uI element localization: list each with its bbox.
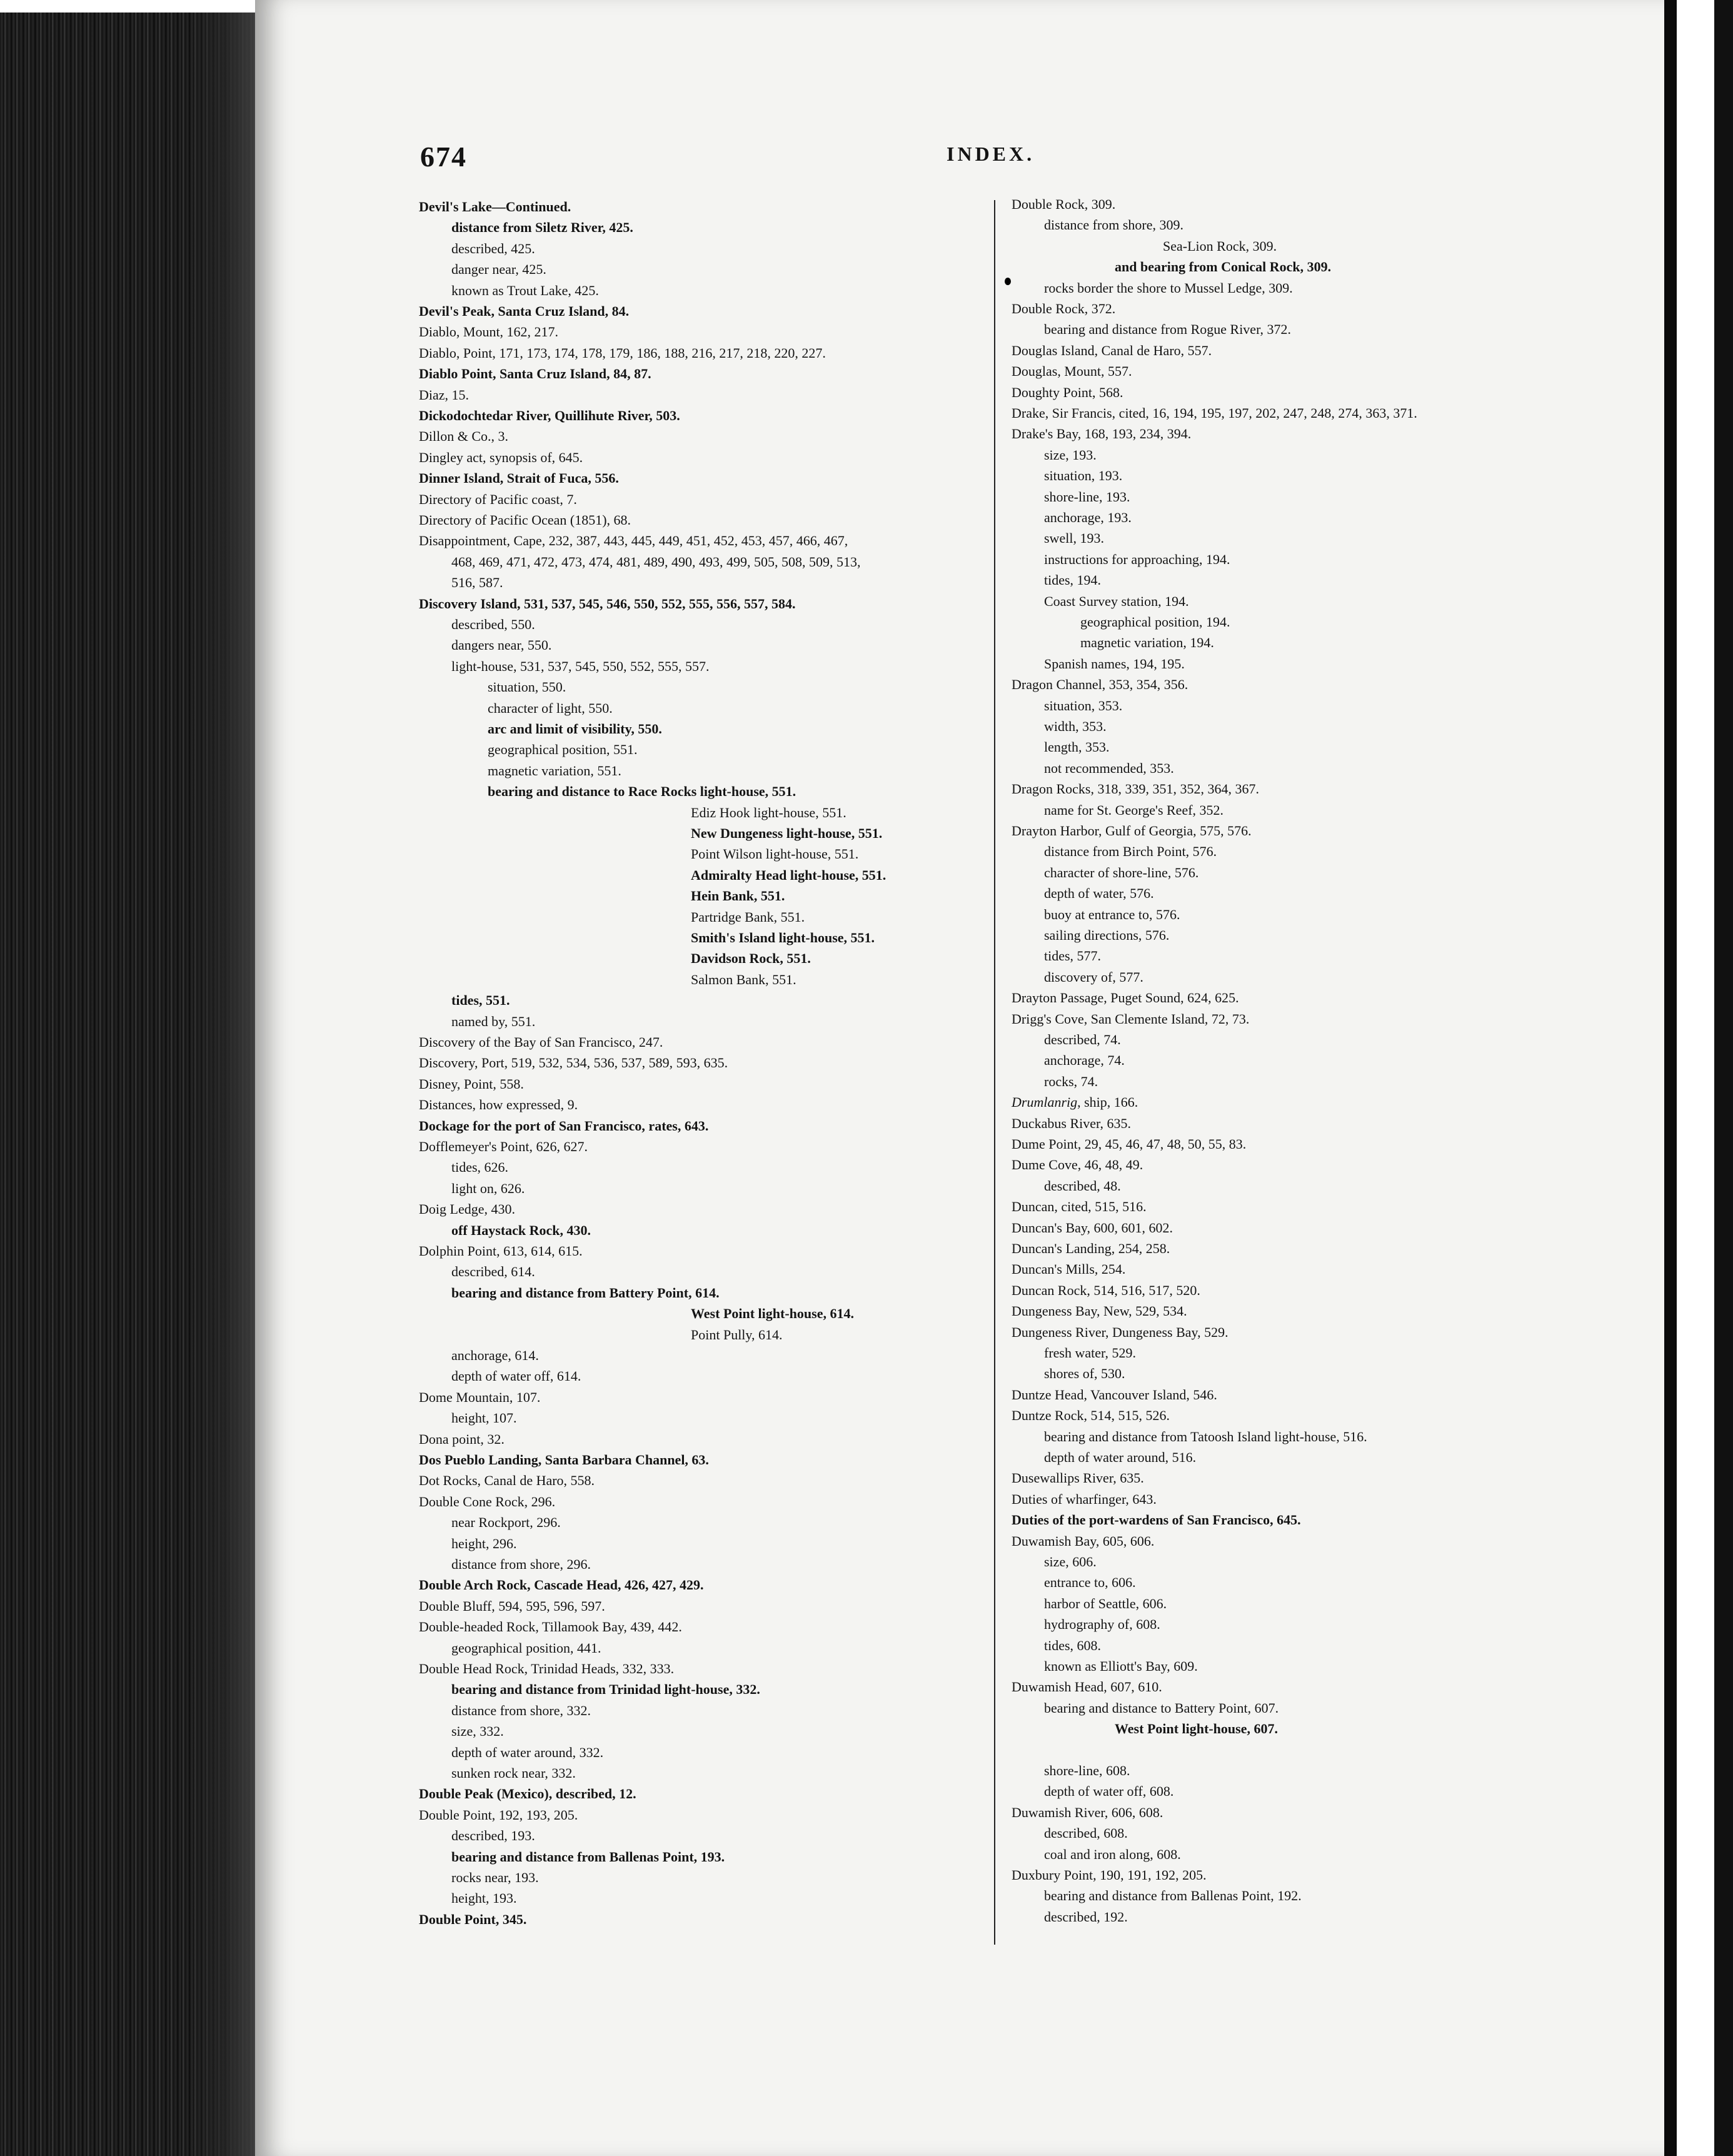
index-entry: Disappointment, Cape, 232, 387, 443, 445, 449, 451, 452, 453, 457, 466, 467, — [419, 533, 848, 549]
index-entry: Dume Point, 29, 45, 46, 47, 48, 50, 55, 83. — [1012, 1136, 1247, 1152]
index-entry: height, 107. — [451, 1410, 517, 1426]
index-entry: rocks near, 193. — [451, 1870, 539, 1885]
index-entry: Duwamish Head, 607, 610. — [1012, 1679, 1162, 1695]
index-entry: Duncan's Bay, 600, 601, 602. — [1012, 1219, 1173, 1236]
index-entry: sunken rock near, 332. — [451, 1765, 576, 1781]
index-entry: tides, 608. — [1044, 1637, 1102, 1653]
index-entry: Point Pully, 614. — [691, 1326, 783, 1342]
column-divider — [994, 200, 995, 1945]
index-entry: Dusewallips River, 635. — [1012, 1470, 1144, 1486]
index-entry: shores of, 530. — [1044, 1366, 1125, 1382]
index-entry: Double Arch Rock, Cascade Head, 426, 427, 429. — [419, 1577, 704, 1593]
index-entry: Douglas Island, Canal de Haro, 557. — [1012, 342, 1212, 358]
index-entry: Double-headed Rock, Tillamook Bay, 439, 442. — [419, 1619, 682, 1635]
index-entry: Duxbury Point, 190, 191, 192, 205. — [1012, 1867, 1207, 1883]
index-entry: size, 606. — [1044, 1554, 1097, 1569]
index-entry: tides, 626. — [451, 1159, 509, 1176]
index-entry: Diablo Point, Santa Cruz Island, 84, 87. — [419, 366, 651, 382]
index-entry: coal and iron along, 608. — [1044, 1846, 1181, 1862]
index-entry: arc and limit of visibility, 550. — [488, 721, 662, 737]
index-entry: danger near, 425. — [451, 261, 546, 278]
index-entry: size, 193. — [1044, 446, 1097, 463]
index-entry: Double Peak (Mexico), described, 12. — [419, 1786, 636, 1802]
index-entry: bearing and distance from Ballenas Point, 193. — [451, 1848, 725, 1865]
index-entry: Drayton Passage, Puget Sound, 624, 625. — [1012, 990, 1239, 1006]
index-entry: Hein Bank, 551. — [691, 888, 785, 904]
index-entry: Partridge Bank, 551. — [691, 909, 805, 925]
index-entry: Duties of the port-wardens of San Francisco, 645. — [1012, 1512, 1301, 1528]
index-entry: described, 425. — [451, 240, 535, 256]
index-entry: bearing and distance from Ballenas Point, 192. — [1044, 1888, 1302, 1904]
index-entry: name for St. George's Reef, 352. — [1044, 802, 1224, 818]
index-entry: and bearing from Conical Rock, 309. — [1115, 259, 1332, 275]
index-entry: magnetic variation, 194. — [1080, 635, 1214, 651]
index-entry: Diaz, 15. — [419, 386, 470, 403]
index-entry: West Point light-house, 614. — [691, 1306, 854, 1322]
index-entry: distance from Birch Point, 576. — [1044, 844, 1217, 860]
index-entry: anchorage, 614. — [451, 1348, 539, 1363]
index-entry: Douglas, Mount, 557. — [1012, 363, 1132, 380]
index-entry: entrance to, 606. — [1044, 1574, 1136, 1591]
index-entry: New Dungeness light-house, 551. — [691, 825, 883, 841]
index-entry: Double Rock, 372. — [1012, 301, 1116, 316]
index-entry: Ediz Hook light-house, 551. — [691, 804, 846, 820]
index-entry: Discovery, Port, 519, 532, 534, 536, 537, 589, 593, 635. — [419, 1055, 728, 1071]
index-entry: Drumlanrig, ship, 166. — [1012, 1094, 1138, 1111]
index-entry: bearing and distance from Trinidad light-house, 332. — [451, 1681, 760, 1698]
index-entry: Double Bluff, 594, 595, 596, 597. — [419, 1598, 605, 1614]
index-entry: Devil's Lake—Continued. — [419, 199, 571, 214]
index-entry: instructions for approaching, 194. — [1044, 551, 1230, 567]
index-entry: 516, 587. — [451, 575, 503, 591]
index-entry: bearing and distance from Rogue River, 372. — [1044, 321, 1292, 338]
index-entry: Duncan Rock, 514, 516, 517, 520. — [1012, 1282, 1200, 1298]
index-entry: hydrography of, 608. — [1044, 1616, 1160, 1633]
index-entry: light on, 626. — [451, 1180, 525, 1196]
index-entry: distance from Siletz River, 425. — [451, 219, 633, 236]
index-entry: distance from shore, 296. — [451, 1556, 591, 1572]
index-entry: rocks, 74. — [1044, 1073, 1098, 1089]
index-entry: depth of water around, 516. — [1044, 1449, 1197, 1465]
index-entry: Dungeness Bay, New, 529, 534. — [1012, 1303, 1187, 1319]
index-entry: swell, 193. — [1044, 530, 1104, 547]
index-entry: geographical position, 551. — [488, 742, 638, 758]
index-entry: described, 193. — [451, 1828, 535, 1844]
index-entry: Dona point, 32. — [419, 1431, 505, 1447]
index-entry: Dolphin Point, 613, 614, 615. — [419, 1243, 583, 1259]
index-entry: Double Point, 345. — [419, 1911, 527, 1927]
index-entry: Dot Rocks, Canal de Haro, 558. — [419, 1473, 595, 1489]
index-entry: Double Rock, 309. — [1012, 196, 1116, 212]
index-entry: geographical position, 441. — [451, 1640, 601, 1656]
index-entry: situation, 353. — [1044, 697, 1123, 713]
scan-margin-top — [0, 0, 269, 13]
index-entry: Double Head Rock, Trinidad Heads, 332, 333. — [419, 1661, 675, 1676]
index-entry: Drake, Sir Francis, cited, 16, 194, 195, 197, 202, 247, 248, 274, 363, 371. — [1012, 405, 1417, 421]
index-entry: situation, 550. — [488, 679, 566, 695]
index-entry: described, 192. — [1044, 1908, 1128, 1925]
index-entry: shore-line, 608. — [1044, 1763, 1130, 1778]
index-entry: situation, 193. — [1044, 468, 1123, 484]
index-entry: Directory of Pacific Ocean (1851), 68. — [419, 512, 631, 528]
index-entry: fresh water, 529. — [1044, 1345, 1136, 1361]
index-entry: described, 550. — [451, 617, 535, 632]
page-number: 674 — [420, 141, 467, 173]
index-entry: depth of water off, 608. — [1044, 1783, 1174, 1800]
index-entry: 468, 469, 471, 472, 473, 474, 481, 489, 490, 493, 499, 505, 508, 509, 513, — [451, 553, 861, 570]
index-entry: Dome Mountain, 107. — [419, 1389, 541, 1405]
index-entry: Duncan, cited, 515, 516. — [1012, 1199, 1147, 1215]
index-entry: character of shore-line, 576. — [1044, 864, 1199, 880]
index-entry: Dillon & Co., 3. — [419, 428, 509, 445]
index-entry: harbor of Seattle, 606. — [1044, 1595, 1167, 1611]
index-entry: Discovery of the Bay of San Francisco, 247. — [419, 1034, 663, 1050]
index-entry: Dinner Island, Strait of Fuca, 556. — [419, 470, 619, 486]
index-entry: Dingley act, synopsis of, 645. — [419, 449, 583, 465]
index-entry: depth of water off, 614. — [451, 1368, 581, 1384]
index-entry: bearing and distance to Battery Point, 607. — [1044, 1700, 1279, 1716]
index-entry: width, 353. — [1044, 718, 1107, 734]
index-entry: Duckabus River, 635. — [1012, 1115, 1131, 1131]
index-entry: Dofflemeyer's Point, 626, 627. — [419, 1139, 588, 1154]
index-entry: Double Cone Rock, 296. — [419, 1493, 556, 1509]
index-entry: distance from shore, 309. — [1044, 217, 1183, 233]
index-entry: off Haystack Rock, 430. — [451, 1222, 591, 1238]
index-entry: sailing directions, 576. — [1044, 927, 1170, 943]
index-entry: Duncan's Landing, 254, 258. — [1012, 1241, 1170, 1256]
index-entry: Distances, how expressed, 9. — [419, 1097, 578, 1113]
index-entry: geographical position, 194. — [1080, 614, 1230, 630]
index-entry: depth of water, 576. — [1044, 885, 1154, 902]
index-entry: Doughty Point, 568. — [1012, 384, 1123, 400]
index-entry: dangers near, 550. — [451, 637, 552, 653]
index-entry: Devil's Peak, Santa Cruz Island, 84. — [419, 303, 630, 319]
index-entry: Dickodochtedar River, Quillihute River, 503. — [419, 408, 680, 423]
index-entry: height, 296. — [451, 1535, 517, 1551]
index-entry: Dungeness River, Dungeness Bay, 529. — [1012, 1324, 1228, 1340]
index-entry: Spanish names, 194, 195. — [1044, 655, 1185, 672]
index-entry: tides, 577. — [1044, 948, 1102, 964]
right-binding-edge — [1714, 0, 1733, 2156]
index-entry: Discovery Island, 531, 537, 545, 546, 550, 552, 555, 556, 557, 584. — [419, 595, 796, 612]
index-entry: bearing and distance from Battery Point, 614. — [451, 1284, 720, 1301]
index-entry: Coast Survey station, 194. — [1044, 593, 1189, 609]
index-entry: depth of water around, 332. — [451, 1744, 604, 1760]
ink-dot — [1005, 278, 1011, 285]
index-entry: Directory of Pacific coast, 7. — [419, 491, 577, 507]
index-entry: Drigg's Cove, San Clemente Island, 72, 73. — [1012, 1010, 1250, 1027]
index-entry: Duntze Rock, 514, 515, 526. — [1012, 1408, 1170, 1424]
index-entry: character of light, 550. — [488, 700, 613, 716]
index-entry: Davidson Rock, 551. — [691, 950, 811, 967]
index-entry: Salmon Bank, 551. — [691, 971, 796, 987]
index-entry: Dragon Rocks, 318, 339, 351, 352, 364, 367. — [1012, 781, 1259, 797]
index-entry: Sea-Lion Rock, 309. — [1163, 238, 1277, 254]
index-entry: Duwamish River, 606, 608. — [1012, 1804, 1163, 1820]
index-entry: Point Wilson light-house, 551. — [691, 846, 859, 862]
index-entry: described, 608. — [1044, 1825, 1128, 1841]
index-entry: anchorage, 193. — [1044, 510, 1132, 525]
index-entry: described, 74. — [1044, 1032, 1121, 1047]
index-entry: Dragon Channel, 353, 354, 356. — [1012, 677, 1188, 693]
index-entry: Disney, Point, 558. — [419, 1075, 524, 1092]
index-entry: named by, 551. — [451, 1013, 536, 1029]
index-entry: known as Trout Lake, 425. — [451, 282, 599, 298]
index-entry: tides, 551. — [451, 992, 510, 1009]
index-entry: described, 614. — [451, 1264, 535, 1280]
running-head: INDEX. — [947, 143, 1035, 165]
index-entry: Duncan's Mills, 254. — [1012, 1261, 1126, 1277]
index-entry: Double Point, 192, 193, 205. — [419, 1806, 578, 1823]
index-entry: anchorage, 74. — [1044, 1052, 1125, 1069]
index-entry: bearing and distance from Tatoosh Island light-house, 516. — [1044, 1428, 1367, 1444]
index-entry: magnetic variation, 551. — [488, 762, 621, 778]
index-entry: Admiralty Head light-house, 551. — [691, 867, 887, 883]
index-entry: described, 48. — [1044, 1177, 1121, 1194]
index-entry: buoy at entrance to, 576. — [1044, 906, 1180, 922]
index-entry: shore-line, 193. — [1044, 488, 1130, 505]
index-entry: Dume Cove, 46, 48, 49. — [1012, 1157, 1143, 1173]
index-entry: bearing and distance to Race Rocks light-house, 551. — [488, 783, 796, 800]
index-entry: Duwamish Bay, 605, 606. — [1012, 1533, 1155, 1549]
index-entry: rocks border the shore to Mussel Ledge, 309. — [1044, 280, 1293, 296]
index-entry: West Point light-house, 607. — [1115, 1721, 1278, 1737]
ship-name: Drumlanrig — [1012, 1094, 1078, 1111]
index-entry: Smith's Island light-house, 551. — [691, 930, 875, 945]
index-entry: Drayton Harbor, Gulf of Georgia, 575, 576. — [1012, 823, 1252, 839]
right-page-edge — [1664, 0, 1677, 2156]
index-entry: Doig Ledge, 430. — [419, 1201, 515, 1217]
index-entry: Dockage for the port of San Francisco, rates, 643. — [419, 1117, 709, 1134]
index-entry: Diablo, Point, 171, 173, 174, 178, 179, 186, 188, 216, 217, 218, 220, 227. — [419, 345, 826, 361]
index-entry: distance from shore, 332. — [451, 1702, 591, 1718]
index-entry: Dos Pueblo Landing, Santa Barbara Channel, 63. — [419, 1452, 709, 1468]
index-entry: Diablo, Mount, 162, 217. — [419, 324, 559, 340]
index-entry: size, 332. — [451, 1723, 504, 1740]
index-entry: tides, 194. — [1044, 572, 1102, 588]
index-entry: length, 353. — [1044, 739, 1110, 755]
index-entry: light-house, 531, 537, 545, 550, 552, 555, 557. — [451, 658, 710, 674]
index-entry: known as Elliott's Bay, 609. — [1044, 1658, 1198, 1674]
index-entry: near Rockport, 296. — [451, 1514, 561, 1531]
index-entry: Duties of wharfinger, 643. — [1012, 1491, 1157, 1507]
index-entry: Duntze Head, Vancouver Island, 546. — [1012, 1386, 1217, 1403]
index-entry: discovery of, 577. — [1044, 969, 1143, 985]
index-entry: not recommended, 353. — [1044, 760, 1174, 776]
index-entry: height, 193. — [451, 1890, 517, 1907]
index-entry: Drake's Bay, 168, 193, 234, 394. — [1012, 426, 1192, 442]
